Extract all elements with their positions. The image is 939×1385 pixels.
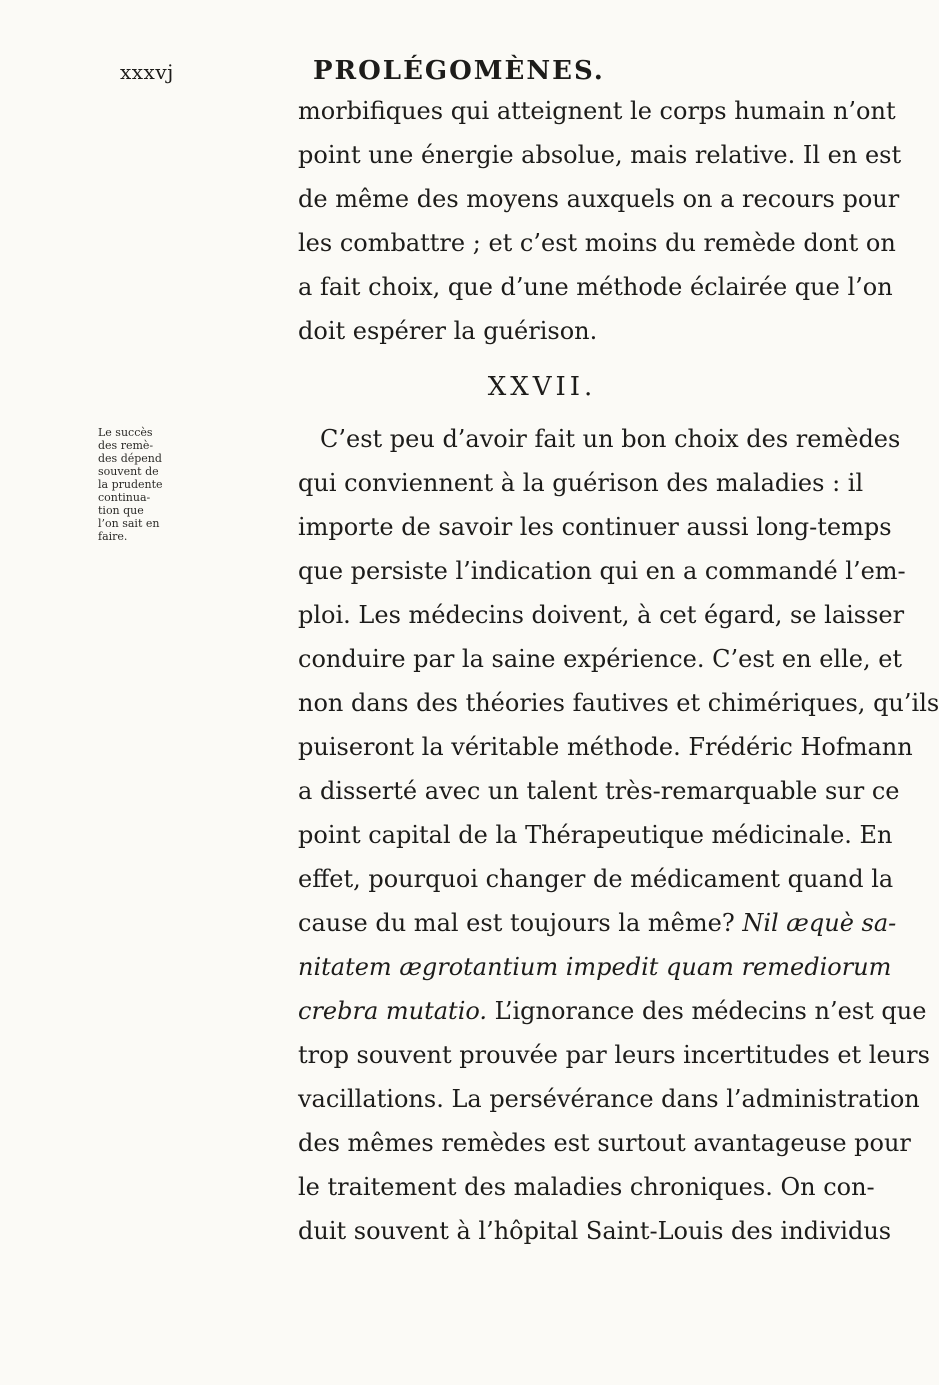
text-roman: cause du mal est toujours la même? [298, 909, 743, 937]
marginal-note [98, 426, 298, 543]
text-line: doit espérer la guérison. [298, 317, 598, 345]
text-line: conduire par la saine expérience. C’est en elle, et [298, 645, 903, 673]
marginal-line: l’on sait en [98, 517, 160, 530]
marginal-line: Le succès [98, 426, 153, 439]
text-roman: L’ignorance des médecins n’est que [487, 997, 927, 1025]
marginal-line: faire. [98, 530, 128, 543]
marginal-line: tion que [98, 504, 144, 517]
marginal-line: des dépend [98, 452, 162, 465]
marginal-line: souvent de [98, 465, 159, 478]
text-line: a fait choix, que d’une méthode éclairée que l’on [298, 273, 893, 301]
text-line: des mêmes remèdes est surtout avantageuse pour [298, 1129, 911, 1157]
chapter-heading: XXVII. [487, 372, 597, 402]
text-line: effet, pourquoi changer de médicament quand la [298, 865, 894, 893]
text-line: non dans des théories fautives et chimériques, qu’ils [298, 689, 939, 717]
text-line: que persiste l’indication qui en a commandé l’em- [298, 557, 906, 585]
text-line: a disserté avec un talent très-remarquable sur ce [298, 777, 900, 805]
text-line: point capital de la Thérapeutique médicinale. En [298, 821, 893, 849]
text-line: morbifiques qui atteignent le corps humain n’ont [298, 97, 896, 125]
running-head: PROLÉGOMÈNES. [313, 56, 605, 86]
page-number: xxxvj [120, 60, 174, 84]
text-line [298, 948, 892, 986]
latin-quote: nitatem ægrotantium impedit quam remediorum [298, 953, 892, 981]
text-line: qui conviennent à la guérison des maladies : il [298, 469, 864, 497]
text-line: ploi. Les médecins doivent, à cet égard, se laisser [298, 601, 905, 629]
text-line: importe de savoir les continuer aussi long-temps [298, 513, 892, 541]
text-line: les combattre ; et c’est moins du remède dont on [298, 229, 896, 257]
text-line: le traitement des maladies chroniques. On con- [298, 1173, 875, 1201]
latin-quote: crebra mutatio. [298, 997, 488, 1025]
marginal-line: des remè- [98, 439, 154, 452]
text-line: duit souvent à l’hôpital Saint-Louis des individus [298, 1217, 892, 1245]
latin-quote: Nil æquè sa- [742, 909, 897, 937]
text-line: C’est peu d’avoir fait un bon choix des remèdes [320, 425, 901, 453]
marginal-line: la prudente [98, 478, 163, 491]
text-line: trop souvent prouvée par leurs incertitudes et leurs [298, 1041, 930, 1069]
text-line [298, 992, 927, 1030]
text-line: vacillations. La persévérance dans l’administration [298, 1085, 920, 1113]
text-line [298, 904, 897, 942]
marginal-line: continua- [98, 491, 151, 504]
text-line: puiseront la véritable méthode. Frédéric Hofmann [298, 733, 913, 761]
text-line: de même des moyens auxquels on a recours pour [298, 185, 900, 213]
text-line: point une énergie absolue, mais relative. Il en est [298, 141, 902, 169]
